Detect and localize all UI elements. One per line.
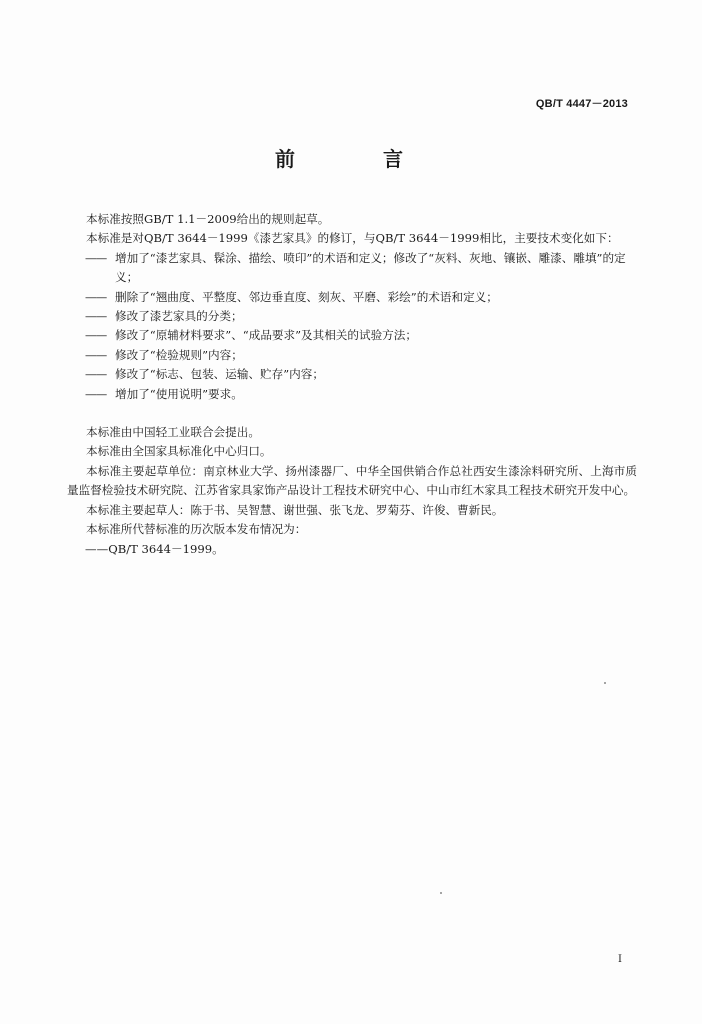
intro-paragraph-1: 本标准按照GB/T 1.1－2009给出的规则起草。 [86, 212, 330, 226]
change-text: 增加了“使用说明”要求。 [115, 386, 243, 401]
scan-speck [440, 892, 442, 894]
info-proposer: 本标准由中国轻工业联合会提出。 [86, 425, 260, 440]
change-text: 修改了漆艺家具的分类； [115, 309, 243, 324]
change-item-2 [67, 288, 637, 307]
dash-mark: —— [85, 250, 107, 265]
change-text: 删除了“翘曲度、平整度、邻边垂直度、刻灰、平磨、彩绘”的术语和定义； [115, 289, 498, 304]
scan-speck [604, 682, 606, 684]
info-centralized: 本标准由全国家具标准化中心归口。 [86, 444, 272, 459]
intro-paragraph-2: 本标准是对QB/T 3644－1999《漆艺家具》的修订，与QB/T 3644－1999相比，主要技术变化如下： [86, 231, 619, 246]
change-item-6 [67, 365, 637, 384]
info-history-intro: 本标准所代替标准的历次版本发布情况为： [86, 522, 307, 537]
info-drafting-units: 本标准主要起草单位：南京林业大学、扬州漆器厂、中华全国供销合作总社西安生漆涂料研究所、上海市质量监督检验技术研究院、江苏省家具家饰产品设计工程技术研究中心、中山市红木家具工程技术研究开发中心。 [67, 463, 637, 498]
change-item-1 [67, 249, 637, 288]
change-text: 修改了“原辅材料要求”、“成品要求”及其相关的试验方法； [115, 328, 417, 343]
dash-mark: —— [85, 541, 109, 556]
change-text: 增加了“漆艺家具、髹涂、描绘、喷印”的术语和定义；修改了“灰料、灰地、镶嵌、雕漆、雕填”的定义； [115, 250, 626, 285]
page-title: 前 言 [275, 147, 437, 171]
dash-mark: —— [85, 309, 107, 324]
standard-code: QB/T 4447－2013 [535, 98, 628, 110]
dash-mark: —— [85, 328, 107, 343]
document-body [67, 210, 637, 559]
info-drafters: 本标准主要起草人：陈于书、吴智慧、谢世强、张飞龙、罗菊芬、许俊、曹新民。 [86, 502, 504, 517]
change-item-5 [67, 346, 637, 365]
change-text: 修改了“标志、包装、运输、贮存”内容； [115, 367, 324, 382]
change-item-7 [67, 385, 637, 404]
section-gap [67, 404, 637, 423]
history-item [67, 540, 637, 559]
history-text: QB/T 3644－1999。 [108, 541, 224, 556]
change-item-3 [67, 307, 637, 326]
dash-mark: —— [85, 367, 107, 382]
dash-mark: —— [85, 386, 107, 401]
change-text: 修改了“检验规则”内容； [115, 347, 243, 362]
changes-list [67, 249, 637, 404]
change-item-4 [67, 326, 637, 345]
dash-mark: —— [85, 289, 107, 304]
dash-mark: —— [85, 347, 107, 362]
page-number: I [618, 954, 622, 965]
